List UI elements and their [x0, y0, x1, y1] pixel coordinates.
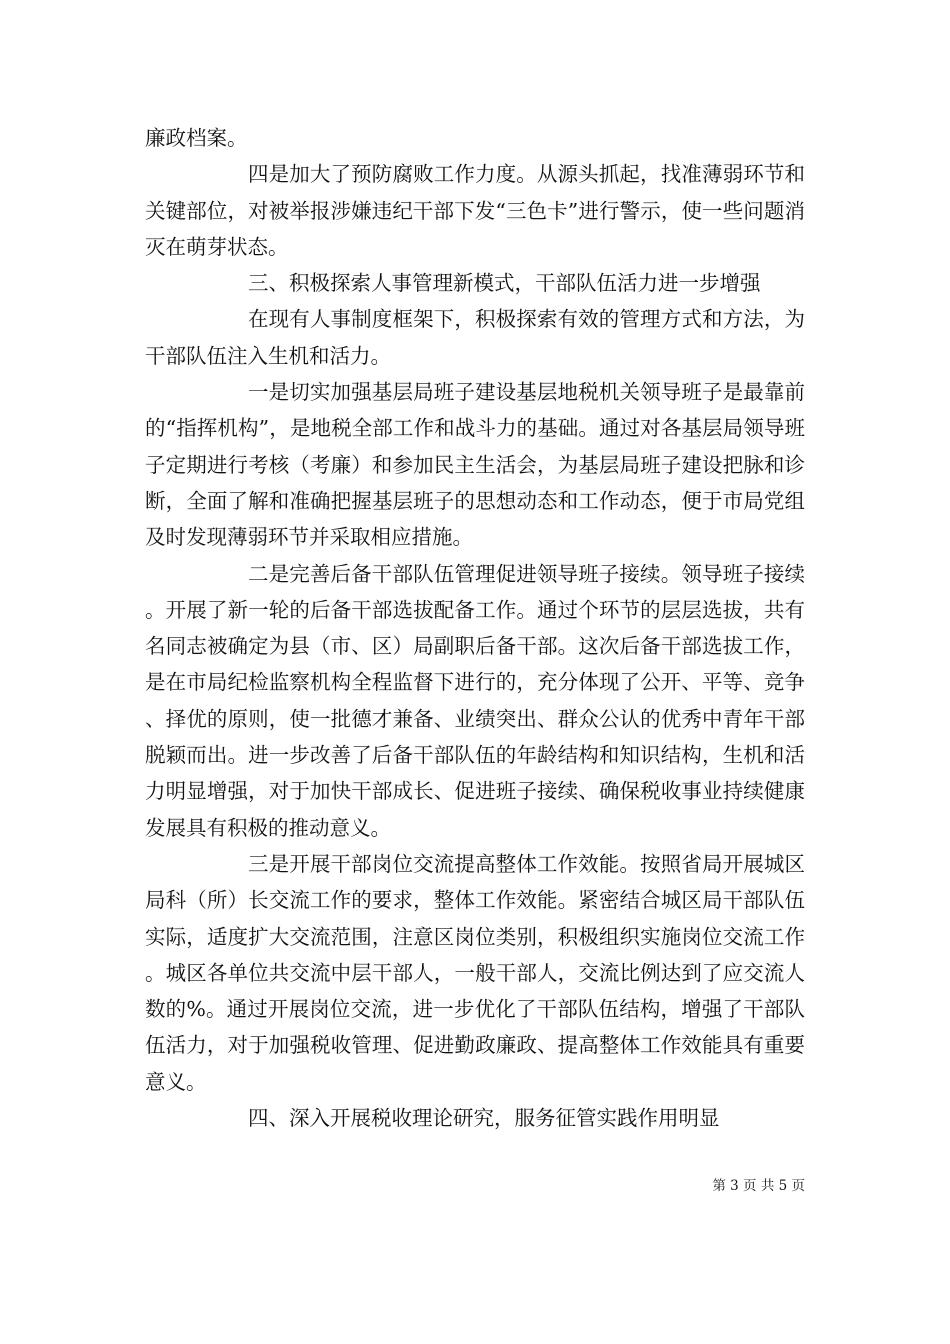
- paragraph-personnel-framework: 在现有人事制度框架下，积极探索有效的管理方式和方法，为干部队伍注入生机和活力。: [145, 307, 805, 368]
- document-body: [145, 120, 805, 1136]
- paragraph-lianzheng-dangan: 廉政档案。: [145, 126, 248, 150]
- paragraph-reserve-cadres: 二是完善后备干部队伍管理促进领导班子接续。领导班子接续。开展了新一轮的后备干部选拔配备工作。通过个环节的层层选拔，共有名同志被确定为县（市、区）局副职后备干部。这次后备干部选拔工作，是在市局纪检监察机构全程监督下进行的，充分体现了公开、平等、竞争、择优的原则，使一批德才兼备、业绩突出、群众公认的优秀中青年干部脱颖而出。进一步改善了后备干部队伍的年龄结构和知识结构，生机和活力明显增强，对于加快干部成长、促进班子接续、确保税收事业持续健康发展具有积极的推动意义。: [145, 561, 805, 840]
- section-heading-tax-theory-research: 四、深入开展税收理论研究，服务征管实践作用明显: [248, 1106, 720, 1131]
- paragraph-prevent-corruption: 四是加大了预防腐败工作力度。从源头抓起，找准薄弱环节和关键部位，对被举报涉嫌违纪干部下发“三色卡”进行警示，使一些问题消灭在萌芽状态。: [145, 162, 805, 259]
- paragraph-leadership-building: 一是切实加强基层局班子建设基层地税机关领导班子是最靠前的“指挥机构”，是地税全部工作和战斗力的基础。通过对各基层局领导班子定期进行考核（考廉）和参加民主生活会，为基层局班子建设把脉和诊断，全面了解和准确把握基层班子的思想动态和工作动态，便于市局党组及时发现薄弱环节并采取相应措施。: [145, 380, 805, 550]
- page-number-footer: 第 3 页 共 5 页: [712, 1178, 805, 1194]
- paragraph-position-exchange: 三是开展干部岗位交流提高整体工作效能。按照省局开展城区局科（所）长交流工作的要求，整体工作效能。紧密结合城区局干部队伍实际，适度扩大交流范围，注意区岗位类别，积极组织实施岗位交流工作。城区各单位共交流中层干部人，一般干部人，交流比例达到了应交流人数的%。通过开展岗位交流，进一步优化了干部队伍结构，增强了干部队伍活力，对于加强税收管理、促进勤政廉政、提高整体工作效能具有重要意义。: [145, 851, 805, 1094]
- section-heading-personnel-management: 三、积极探索人事管理新模式，干部队伍活力进一步增强: [248, 271, 761, 296]
